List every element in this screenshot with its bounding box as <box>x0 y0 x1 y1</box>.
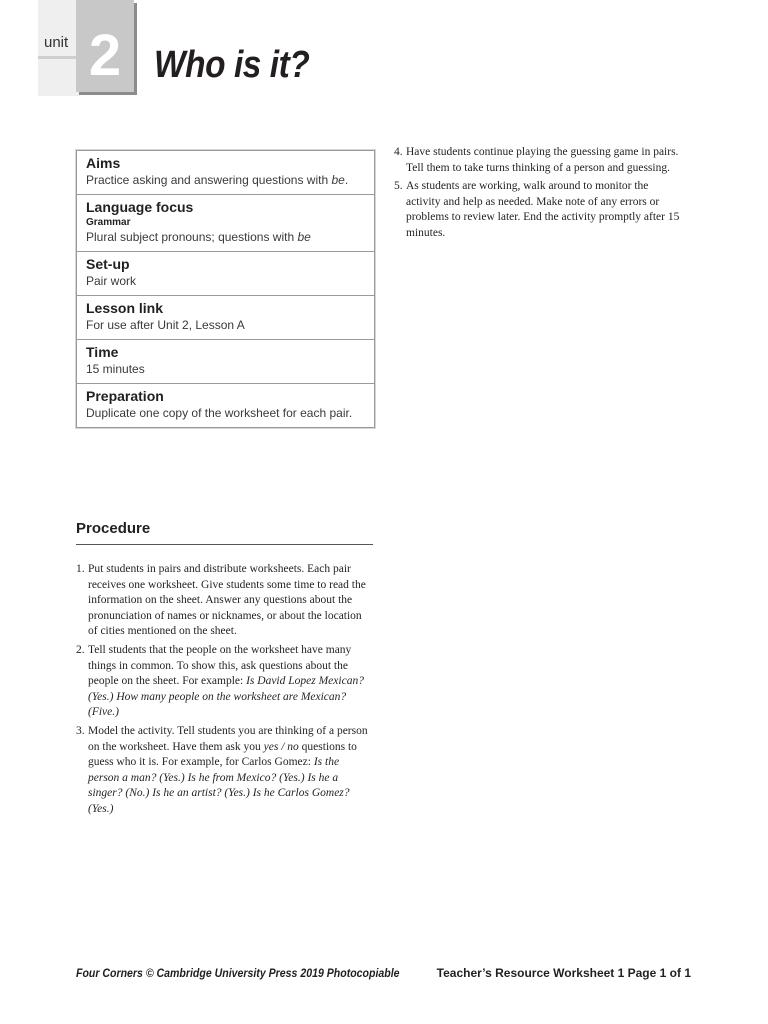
procedure-list <box>76 562 372 821</box>
unit-label: unit <box>44 34 69 51</box>
time-text: 15 minutes <box>86 362 145 376</box>
page-title: Who is it? <box>154 44 310 86</box>
procedure-step: 5. As students are working, walk around to monitor the activity and help as needed. Make note of any errors or problems to review later. End the activity promptly after 15 minutes. <box>394 180 680 239</box>
unit-tab-divider <box>38 56 80 59</box>
procedure-divider <box>76 544 373 545</box>
language-focus-sub: Grammar <box>86 217 131 228</box>
language-focus-text: Plural subject pronouns; questions with be <box>86 230 311 244</box>
lesson-link-text: For use after Unit 2, Lesson A <box>86 318 245 332</box>
setup-section <box>77 252 374 296</box>
footer-copyright: Four Corners © Cambridge University Press 2019 Photocopiable <box>76 966 400 980</box>
preparation-section <box>77 384 374 427</box>
procedure-step: 3. Model the activity. Tell students you are thinking of a person on the worksheet. Have them ask you yes / no questions to guess who it is. For example, for Carlos Gomez: Is the person a man? (Yes.) Is he from Mexico? (Yes.) Is he a singer? (No.) Is he an artist? (Yes.) Is he Carlos Gomez? (Yes.) <box>76 724 368 815</box>
procedure-list-continued <box>394 145 684 245</box>
procedure-heading: Procedure <box>76 520 151 537</box>
language-focus-heading: Language focus <box>86 199 194 215</box>
procedure-step: 1. Put students in pairs and distribute worksheets. Each pair receives one worksheet. Give students some time to read the information on the sheet. Answer any questions about the pronunciation of names or nicknames, or about the location of cities mentioned on the sheet. <box>76 563 366 638</box>
preparation-heading: Preparation <box>86 388 164 404</box>
procedure-step: 4. Have students continue playing the guessing game in pairs. Tell them to take turns thinking of a person and guessing. <box>394 146 679 174</box>
time-heading: Time <box>86 344 119 360</box>
aims-heading: Aims <box>86 155 121 171</box>
aims-text: Practice asking and answering questions with be. <box>86 173 349 187</box>
unit-number: 2 <box>88 23 122 88</box>
language-focus-section <box>77 195 374 252</box>
lesson-link-section <box>77 296 374 340</box>
lesson-info-box <box>76 150 375 428</box>
aims-section <box>77 151 374 195</box>
footer-page-info: Teacher’s Resource Worksheet 1 Page 1 of 1 <box>436 966 691 980</box>
setup-heading: Set-up <box>86 256 130 272</box>
setup-text: Pair work <box>86 274 137 288</box>
time-section <box>77 340 374 384</box>
procedure-step: 2. Tell students that the people on the worksheet have many things in common. To show this, ask questions about the people on the sheet. For example: Is David Lopez Mexican? (Yes.) How many people on the worksheet are Mexican? (Five.) <box>76 643 364 719</box>
lesson-link-heading: Lesson link <box>86 300 164 316</box>
preparation-text: Duplicate one copy of the worksheet for each pair. <box>86 406 353 420</box>
